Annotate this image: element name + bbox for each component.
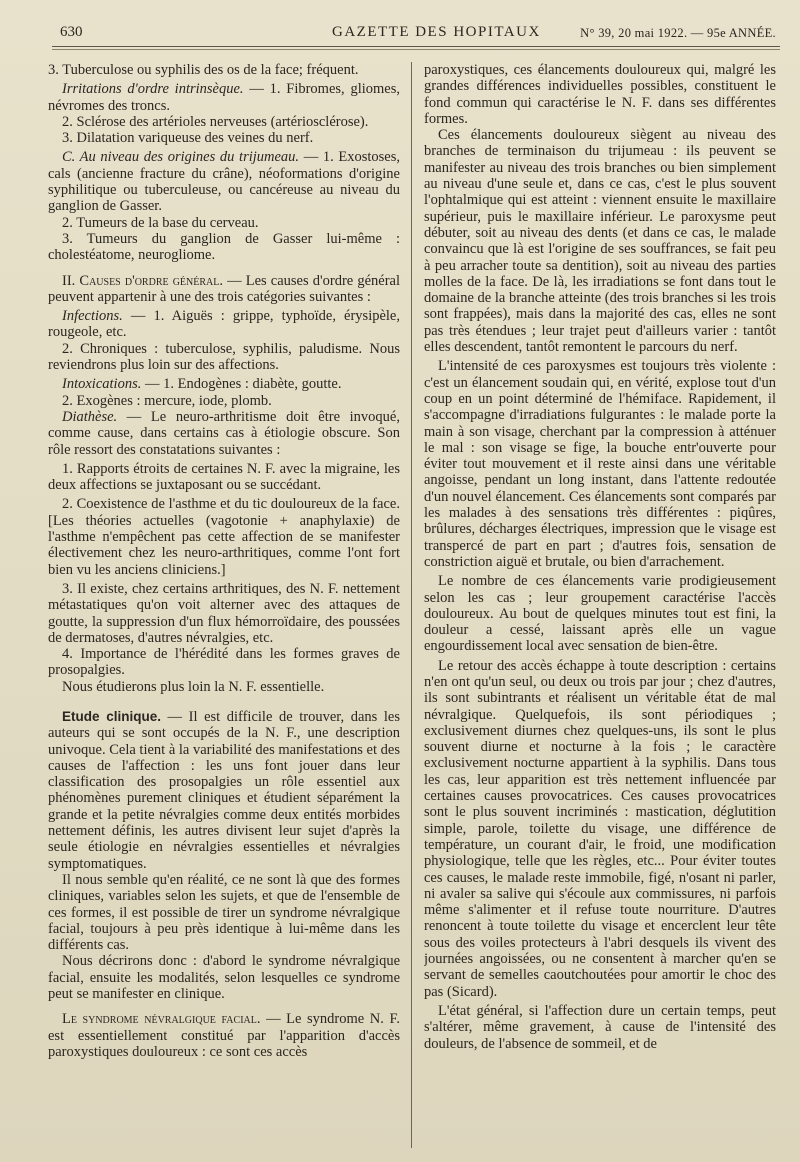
paragraph: Irritations d'ordre intrinsèque. — 1. Fibromes, gliomes, névromes des troncs. [48, 81, 400, 114]
page-header [52, 20, 780, 47]
paragraph: Le retour des accès échappe à toute description : certains n'en ont qu'un seul, ou deux ou trois par jour ; chez d'autres, ils sont subintrants et réalisent un véritable état de mal névralgique. Quelquefois, ils sont périodiques ; exclusivement diurnes chez quelques-uns, ils sont le plus souvent diurne et nocturne à la fois ; le caractère exclusivement nocturne appartient à la syphilis. Dans tous les cas, leur apparition est très nettement influencée par certaines causes provocatrices. Ces causes provocatrices sont le plus souvent incriminés : mastication, déglutition simple, parole, toilette du visage, une différence de température, un courant d'air, le froid, une modification physiologique, telle que les règles, etc... Pour éviter toutes ces causes, le malade reste immobile, figé, n'osant ni parler, ni avaler sa salive qui s'écoule aux commissures, ni parfois même s'alimenter et il refuse toute nourriture. D'autres renoncent à toute toilette du visage et encerclent leur tête sous des voiles protecteurs à l'abri desquels ils vivent des journées angoissées, ou ne consentent à marcher qu'en se servant de semelles caoutchoutées pour amortir le choc des pas (Sicard). [424, 657, 776, 1000]
journal-title: GAZETTE DES HOPITAUX [332, 24, 541, 40]
section-heading-paragraph: Le syndrome névralgique facial. — Le syndrome N. F. est essentiellement constitué par l'apparition d'accès paroxystiques douloureux : ce sont ces accès [48, 1011, 400, 1060]
paragraph: 1. Rapports étroits de certaines N. F. avec la migraine, les deux affections se juxtaposant ou se succédant. [48, 460, 400, 494]
paragraph: 4. Importance de l'hérédité dans les formes graves de prosopalgies. [48, 646, 400, 679]
paragraph: 3. Tumeurs du ganglion de Gasser lui-même : cholestéatome, neurogliome. [48, 230, 400, 264]
paragraph: Diathèse. — Le neuro-arthritisme doit être invoqué, comme cause, dans certains cas à étiologie obscure. Son rôle ressort des constatations suivantes : [48, 408, 400, 458]
paragraph: 3. Tuberculose ou syphilis des os de la face; fréquent. [48, 62, 359, 78]
paragraph: Nous étudierons plus loin la N. F. essentielle. [62, 678, 325, 695]
section-heading-paragraph: Etude clinique. — Il est difficile de trouver, dans les auteurs qui se sont occupés de la N. F., une description univoque. Cela tient à la variabilité des manifestations et des causes de l'affection : les uns font jouer dans leur classification des prosopalgies un rôle essentiel aux phénomènes purement cliniques et étudient séparément la grande et la petite névralgies comme deux entités morbides nettement définis, les autres divisent leur sujet d'après la seule étiologie en névralgies essentielles et névralgies symptomatiques. [48, 708, 400, 872]
paragraph: 2. Chroniques : tuberculose, syphilis, paludisme. Nous reviendrons plus loin sur des affections. [48, 340, 400, 374]
paragraph: C. Au niveau des origines du trijumeau. — 1. Exostoses, cals (ancienne fracture du crâne), néoformations d'origine syphilitique ou tuberculeuse, ou cancéreuse au niveau du ganglion de Gasser. [48, 149, 400, 215]
paragraph: Nous décrirons donc : d'abord le syndrome névralgique facial, ensuite les modalités, selon lesquelles ce syndrome peut se manifester en clinique. [48, 953, 400, 1003]
paragraph: 2. Exogènes : mercure, iode, plomb. [62, 392, 272, 409]
paragraph: Infections. — 1. Aiguës : grippe, typhoïde, érysipèle, rougeole, etc. [48, 308, 400, 341]
paragraph: Intoxications. — 1. Endogènes : diabète, goutte. [62, 376, 342, 393]
issue-info: N° 39, 20 mai 1922. — 95e ANNÉE. [580, 26, 776, 40]
column-divider [411, 62, 412, 1148]
right-column [424, 62, 776, 1148]
paragraph: 2. Coexistence de l'asthme et du tic douloureux de la face. [Les théories actuelles (vagotonie + anaphylaxie) de l'asthme n'empêchent pas cette affection de se manifester électivement chez les neuro-arthritiques, comme l'ont fort bien vu les anciens cliniciens.] [48, 496, 400, 578]
paragraph: paroxystiques, ces élancements douloureux qui, malgré les grandes différences individuelles possibles, constituent le fond commun qui caractérise le N. F. dans ses différentes formes. [424, 62, 776, 127]
paragraph: L'intensité de ces paroxysmes est toujours très violente : c'est un élancement soudain qui, en vérité, explose tout d'un coup en un point déterminé de l'hémiface. Rapidement, il s'accompagne d'irradiations fulgurantes : le malade porte la main à son visage, cherchant par la compression à atténuer le mal : son visage se fige, la bouche entr'ouverte pour éviter tout mouvement et il reste ainsi dans une véritable angoisse, pendant un long instant, dans l'attente redoutée d'un nouvel élancement. Ces élancements sont comparés par les malades à des sensations très différentes : piqûres, brûlures, décharges électriques, impression que le visage est transpercé de part en part ; d'autres fois, sensation de constriction aiguë et brutale, ou bien d'arrachement. [424, 358, 776, 570]
paragraph: 2. Sclérose des artérioles nerveuses (artériosclérose). [62, 113, 369, 130]
paragraph: 3. Dilatation variqueuse des veines du nerf. [62, 130, 314, 147]
paragraph: 3. Il existe, chez certains arthritiques, des N. F. nettement métastatiques qu'on voit alterner avec des attaques de goutte, la suppression d'un flux hémorroïdaire, des poussées de dermatoses, d'autres névralgies, etc. [48, 580, 400, 646]
paragraph: Ces élancements douloureux siègent au niveau des branches de terminaison du trijumeau : ils peuvent se manifester au niveau des trois branches ou bien simplement au niveau d'une seule et, dans ce cas, c'est le plus souvent l'ophtalmique qui est atteint : viennent ensuite le maxillaire supérieur, puis le maxillaire inférieur. Le paroxysme peut débuter, soit au niveau des dents (et dans ce cas, le malade convaincu que là est l'origine de ses souffrances, se fait peu à peu arracher toute sa dentition), soit au niveau des parties molles de la face. De là, les irradiations se font dans tout le domaine de la branche atteinte (des trois branches si les trois sont frappées), mais dans la majorité des cas, elles ne sont pas très étendues ; leur trajet peut d'ailleurs varier : tantôt elles descendent, tantôt remontent le parcours du nerf. [424, 127, 776, 356]
left-column [48, 62, 400, 1148]
paragraph: Il nous semble qu'en réalité, ce ne sont là que des formes cliniques, variables selon les sujets, et que de l'ensemble de ces formes, il est possible de tirer un syndrome névralgique facial, toujours à peu près identique à lui-même dans les différents cas. [48, 871, 400, 954]
page-number: 630 [60, 24, 83, 40]
paragraph: 2. Tumeurs de la base du cerveau. [62, 214, 259, 231]
paragraph: L'état général, si l'affection dure un certain temps, peut s'altérer, même gravement, à cause de l'intensité des douleurs, de l'absence de sommeil, et de [424, 1002, 776, 1052]
section-heading-paragraph: II. Causes d'ordre général. — Les causes d'ordre général peuvent appartenir à une des trois catégories suivantes : [48, 272, 400, 305]
paragraph: Le nombre de ces élancements varie prodigieusement selon les cas ; leur groupement caractérise l'accès douloureux. Au bout de quelques minutes tout est fini, la douleur a cessé, laissant après elle un vague engourdissement local avec sensation de bien-être. [424, 573, 776, 655]
